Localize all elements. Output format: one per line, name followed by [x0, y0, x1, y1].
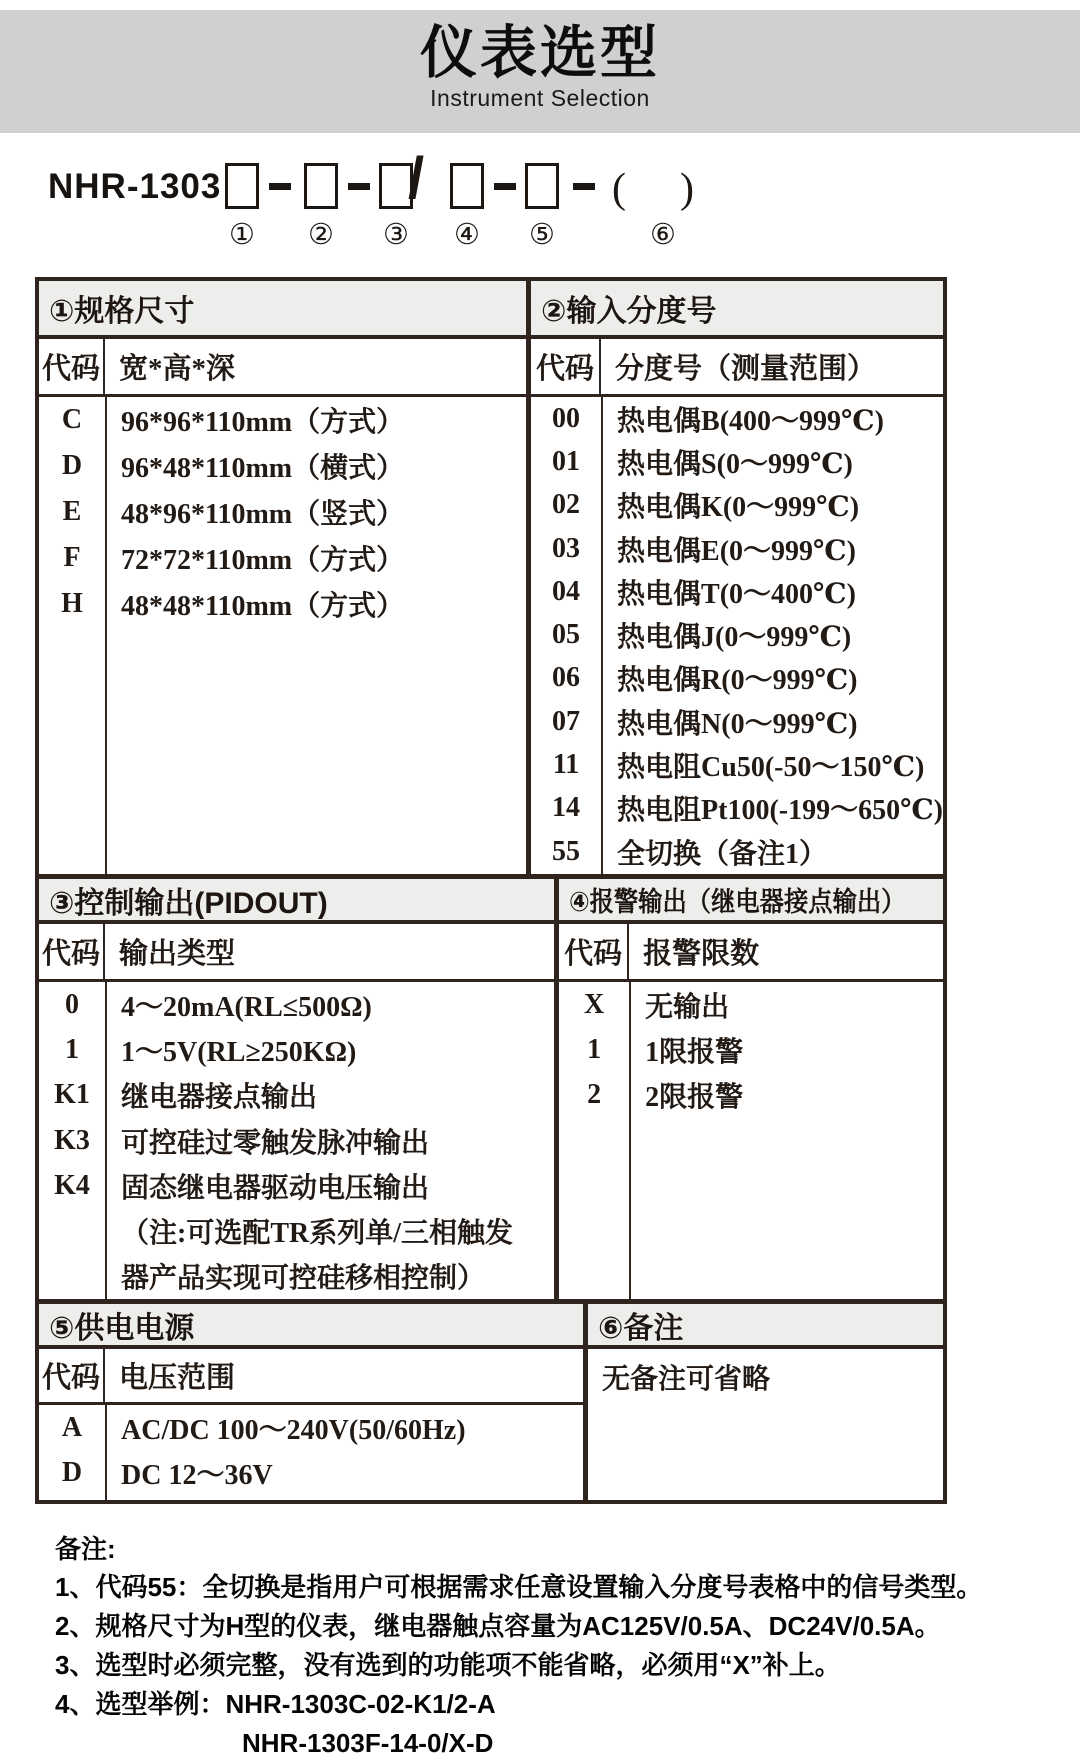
- row-value: 热电偶B(400～999℃): [617, 405, 884, 437]
- column-header-value: 输出类型: [119, 938, 236, 970]
- section-spec-header: [39, 281, 526, 339]
- table-row: [39, 1405, 583, 1450]
- model-code-diagram: [0, 146, 1080, 255]
- table-row: [39, 1450, 583, 1495]
- page-subtitle: Instrument Selection: [430, 85, 650, 111]
- row-value: 全切换（备注1）: [617, 838, 828, 870]
- dash-separator: [348, 183, 370, 190]
- table-row: [39, 1118, 554, 1163]
- model-parens: ( ): [612, 166, 700, 212]
- model-box-4: [450, 163, 484, 209]
- section-spec: [39, 281, 526, 874]
- row-code: 06: [552, 662, 581, 694]
- table-row: [531, 700, 943, 743]
- model-box-2: [304, 163, 338, 209]
- row-value: 器产品实现可控硅移相控制）: [121, 1263, 486, 1295]
- row-code: H: [61, 588, 83, 619]
- row-code: 07: [552, 705, 581, 737]
- column-header-value: 报警限数: [643, 938, 760, 970]
- section-input-colhead: [531, 339, 943, 397]
- row-code: X: [584, 988, 605, 1020]
- section-control-header: [39, 874, 554, 924]
- model-box-5: [525, 163, 559, 209]
- row-value: 热电偶N(0～999℃): [617, 708, 858, 740]
- model-marker-3: ③: [383, 217, 409, 251]
- selection-table: [35, 277, 947, 1504]
- note-item-3: 3、选型时必须完整，没有选到的功能项不能省略，必须用“X”补上。: [55, 1650, 841, 1680]
- model-prefix: NHR-1303: [48, 167, 222, 206]
- row-value: 继电器接点输出: [121, 1082, 318, 1114]
- row-code: 00: [552, 402, 581, 434]
- table-row: [531, 440, 943, 483]
- page-header: [0, 10, 1080, 133]
- row-value: 热电偶K(0～999℃): [617, 492, 860, 524]
- table-row: [39, 397, 526, 443]
- row-value: AC/DC 100～240V(50/60Hz): [121, 1414, 466, 1446]
- model-marker-2: ②: [308, 217, 334, 251]
- table-row: [39, 443, 526, 489]
- table-row: [39, 489, 526, 535]
- row-code: 55: [552, 835, 581, 867]
- dash-separator: [573, 183, 595, 190]
- row-value: 1～5V(RL≥250KΩ): [121, 1036, 357, 1068]
- row-code: K1: [54, 1079, 90, 1111]
- section-alarm-colhead: [559, 924, 943, 982]
- notes-heading: 备注:: [55, 1534, 116, 1564]
- row-value: 热电偶T(0～400℃): [617, 578, 856, 610]
- row-code: 1: [587, 1033, 602, 1065]
- model-marker-1: ①: [229, 217, 255, 251]
- table-row: [39, 535, 526, 581]
- row-code: 02: [552, 489, 581, 521]
- row-code: 11: [552, 749, 580, 781]
- table-row: [531, 657, 943, 700]
- row-code: D: [61, 1456, 83, 1488]
- section-input-title: ②输入分度号: [541, 295, 717, 328]
- column-header-value: 电压范围: [119, 1362, 236, 1394]
- table-row: [531, 397, 943, 440]
- row-value: 96*96*110mm（方式）: [121, 407, 405, 438]
- row-value: （注:可选配TR系列单/三相触发: [121, 1218, 514, 1250]
- section-control-title: ③控制输出(PIDOUT): [49, 886, 328, 920]
- table-row: [559, 982, 943, 1027]
- row-value: 2限报警: [645, 1082, 744, 1114]
- section-control: [39, 874, 554, 1299]
- column-header-value: 分度号（测量范围）: [615, 353, 877, 385]
- section-spec-colhead: [39, 339, 526, 397]
- table-row: [39, 982, 554, 1027]
- section-power-rows: [39, 1405, 583, 1500]
- table-row: [531, 787, 943, 830]
- row-code: K3: [54, 1124, 90, 1156]
- row-value: 48*48*110mm（方式）: [121, 591, 405, 622]
- row-code: 03: [552, 532, 581, 564]
- row-code: E: [62, 496, 82, 527]
- row-value: 热电偶E(0～999℃): [617, 535, 856, 567]
- table-row: [531, 527, 943, 570]
- row-value: 固态继电器驱动电压输出: [121, 1172, 430, 1204]
- row-value: 1限报警: [645, 1036, 744, 1068]
- row-code: 14: [552, 792, 581, 824]
- model-marker-5: ⑤: [529, 217, 555, 251]
- section-input-rows: [531, 397, 943, 874]
- section-remark-content: 无备注可省略: [602, 1364, 771, 1395]
- footer-notes: [55, 1530, 1080, 1763]
- row-value: 热电偶J(0～999℃): [617, 622, 852, 654]
- row-value: 可控硅过零触发脉冲输出: [121, 1127, 430, 1159]
- row-code: 2: [587, 1079, 602, 1111]
- row-value: 72*72*110mm（方式）: [121, 545, 405, 576]
- column-header-value: 宽*高*深: [119, 353, 236, 385]
- row-value: 热电阻Cu50(-50～150℃): [617, 752, 925, 784]
- column-header-code: 代码: [39, 339, 105, 394]
- column-header-code: 代码: [39, 1349, 105, 1402]
- section-power-header: [39, 1299, 583, 1349]
- row-value: 48*96*110mm（竖式）: [121, 499, 405, 530]
- model-marker-6: ⑥: [650, 217, 676, 251]
- table-row: [39, 1027, 554, 1072]
- dash-separator: [269, 183, 291, 190]
- row-code: 05: [552, 619, 581, 651]
- table-row: [531, 570, 943, 613]
- section-alarm-title: ④报警输出（继电器接点输出）: [569, 887, 906, 917]
- section-power-title: ⑤供电电源: [49, 1311, 195, 1345]
- row-code: K4: [54, 1169, 90, 1201]
- section-input-header: [531, 281, 943, 339]
- table-row: [531, 484, 943, 527]
- section-power: [39, 1299, 583, 1500]
- row-code: 04: [552, 575, 581, 607]
- model-slash: /: [408, 146, 425, 211]
- row-code: A: [61, 1411, 83, 1443]
- column-header-code: 代码: [559, 924, 629, 979]
- row-value: 无输出: [645, 991, 730, 1023]
- section-alarm-header: [559, 874, 943, 924]
- row-value: DC 12～36V: [121, 1459, 273, 1491]
- table-row: [531, 830, 943, 873]
- section-remark-header: [588, 1299, 943, 1349]
- section-control-colhead: [39, 924, 554, 982]
- table-row: [39, 1254, 554, 1299]
- page-title: 仪表选型: [420, 21, 660, 85]
- section-alarm: [554, 874, 943, 1299]
- row-value: 热电阻Pt100(-199～650℃): [617, 795, 943, 827]
- row-code: F: [63, 542, 81, 573]
- table-row: [39, 1073, 554, 1118]
- note-item-1: 1、代码55：全切换是指用户可根据需求任意设置输入分度号表格中的信号类型。: [55, 1572, 983, 1602]
- row-code: C: [61, 404, 83, 435]
- section-input: [526, 281, 943, 874]
- table-row: [531, 613, 943, 656]
- note-item-4-example-2: NHR-1303F-14-0/X-D: [242, 1728, 494, 1758]
- row-code: D: [61, 450, 83, 481]
- model-box-1: [225, 163, 259, 209]
- table-band-3: [39, 1299, 943, 1500]
- note-item-4: 4、选型举例：NHR-1303C-02-K1/2-A: [55, 1689, 496, 1719]
- section-alarm-rows: [559, 982, 943, 1299]
- row-value: 4～20mA(RL≤500Ω): [121, 991, 372, 1023]
- column-header-code: 代码: [39, 924, 105, 979]
- table-row: [39, 1163, 554, 1208]
- section-remark: [583, 1299, 943, 1500]
- table-row: [39, 1208, 554, 1253]
- section-power-colhead: [39, 1349, 583, 1405]
- row-code: 01: [552, 445, 581, 477]
- section-spec-title: ①规格尺寸: [49, 295, 195, 328]
- table-row: [559, 1027, 943, 1072]
- table-row: [559, 1073, 943, 1118]
- row-code: 0: [65, 988, 79, 1020]
- dash-separator: [494, 183, 516, 190]
- row-value: 热电偶S(0～999℃): [617, 448, 853, 480]
- row-code: 1: [65, 1033, 79, 1065]
- row-value: 96*48*110mm（横式）: [121, 453, 405, 484]
- section-control-rows: [39, 982, 554, 1299]
- table-row: [531, 743, 943, 786]
- table-band-2: [39, 874, 943, 1299]
- section-spec-rows: [39, 397, 526, 874]
- table-row: [39, 581, 526, 627]
- column-header-code: 代码: [531, 339, 601, 394]
- model-marker-4: ④: [454, 217, 480, 251]
- note-item-2: 2、规格尺寸为H型的仪表，继电器触点容量为AC125V/0.5A、DC24V/0.5A。: [55, 1611, 941, 1641]
- section-remark-title: ⑥备注: [598, 1311, 684, 1345]
- row-value: 热电偶R(0～999℃): [617, 665, 858, 697]
- table-band-1: [39, 281, 943, 874]
